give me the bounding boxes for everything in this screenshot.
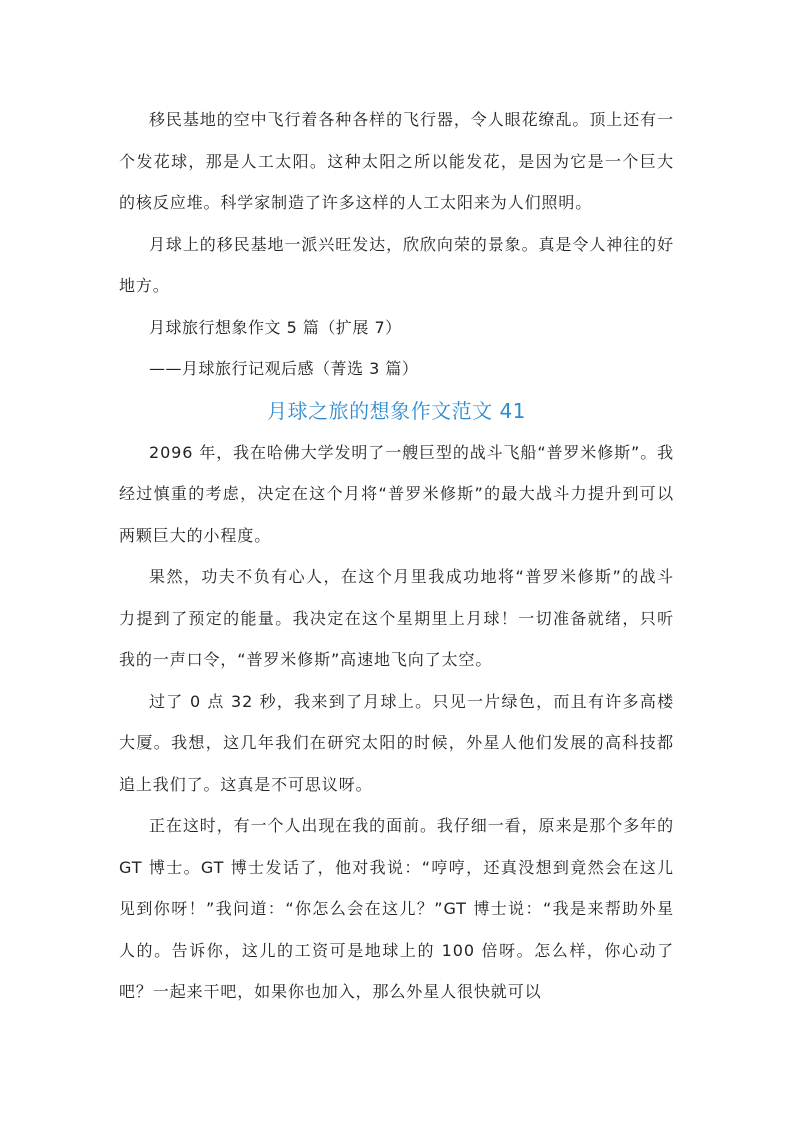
paragraph-moon-base: 月球上的移民基地一派兴旺发达，欣欣向荣的景象。真是令人神往的好地方。 bbox=[119, 234, 674, 295]
paragraph-arrival: 过了 0 点 32 秒，我来到了月球上。只见一片绿色，而且有许多高楼大厦。我想，这几年我们在研究太阳的时候，外星人他们发展的高科技都追上我们了。这真是不可思议呀。 bbox=[119, 691, 674, 794]
paragraph-launch: 果然，功夫不负有心人，在这个月里我成功地将“普罗米修斯”的战斗力提到了预定的能量。我决定在这个星期里上月球！一切准备就绪，只听我的一声口令，“普罗米修斯”高速地飞向了太空。 bbox=[119, 567, 674, 669]
extension-line: 月球旅行想象作文 5 篇（扩展 7） bbox=[149, 317, 402, 337]
paragraph-gt-doctor: 正在这时，有一个人出现在我的面前。我仔细一看，原来是那个多年的 GT 博士。GT 博士发话了，他对我说：“哼哼，还真没想到竟然会在这儿见到你呀！”我问道：“你怎么会在这儿？”GT 博士说：“我是来帮助外星人的。告诉你，这儿的工资可是地球上的 100 倍呀。怎么样，你心动了吧？一起来干吧，如果你也加入，那么外星人很快就可以 bbox=[119, 816, 674, 1001]
selection-line: ——月球旅行记观后感（菁选 3 篇） bbox=[149, 359, 419, 378]
document-body bbox=[119, 99, 674, 1013]
paragraph-spaceship: 2096 年，我在哈佛大学发明了一艘巨型的战斗飞船“普罗米修斯”。我经过慎重的考虑，决定在这个月将“普罗米修斯”的最大战斗力提升到可以两颗巨大的小程度。 bbox=[119, 442, 674, 545]
paragraph-aircraft: 移民基地的空中飞行着各种各样的飞行器，令人眼花缭乱。顶上还有一个发花球，那是人工太阳。这种太阳之所以能发花，是因为它是一个巨大的核反应堆。科学家制造了许多这样的人工太阳来为人们照明。 bbox=[119, 110, 674, 212]
section-heading: 月球之旅的想象作文范文 41 bbox=[267, 398, 526, 423]
